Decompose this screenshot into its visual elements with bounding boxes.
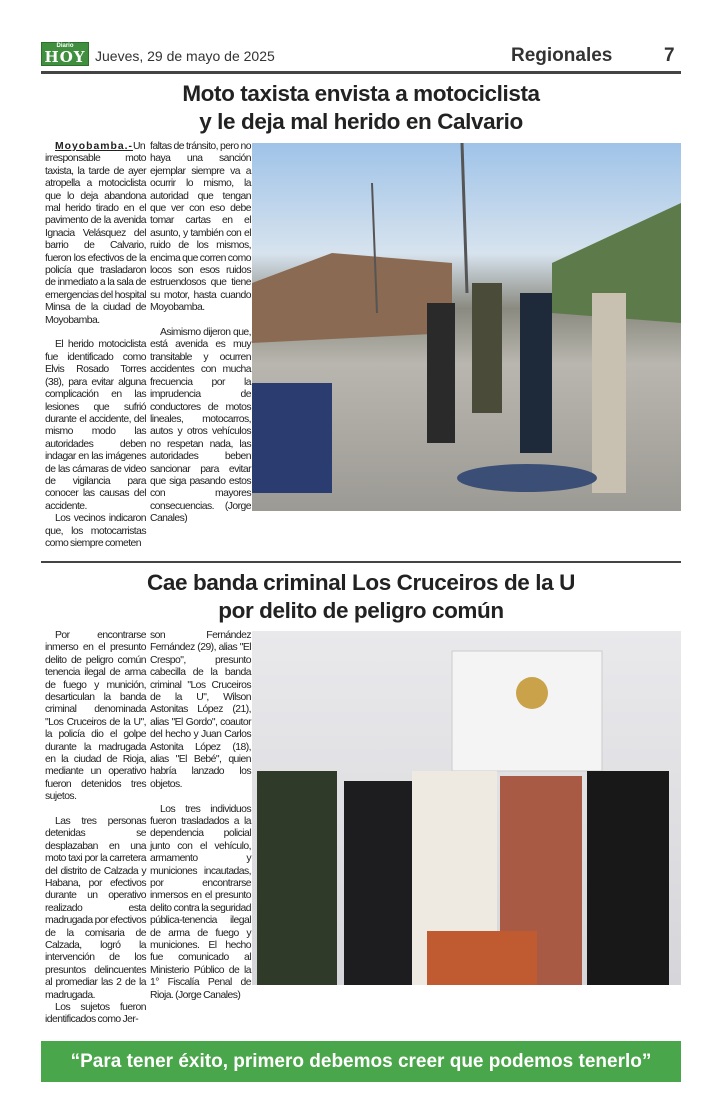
article1-columns [41,141,252,550]
photo-illustration [252,631,681,985]
article2-column-2 [150,630,251,1027]
section-name: Regionales [511,45,613,66]
paragraph-text: Un irresponsable moto taxista, la tarde de ayer atropella a motociclista que lo deja abandona mal herido tirado en el pavimento de la avenida Ignacia Velásquez del barrio de Calvario, fueron los efectivos de la policía que trasladaron de inmediato a la sala de emergencias del hospital Minsa de la ciudad de Moyobamba. [45,141,146,326]
paragraph: Asimismo dijeron que, está avenida es muy transitable y ocurren accidentes con mucha frecuencia por la imprudencia de conductores de motos lineales, motocarros, autos y otros vehículos no respetan nada, las autoridades beben sancionar para evitar que siga pasando estos con mayores consecuencias. (Jorge Canales) [150,327,251,525]
paragraph: El herido motociclista fue identificado como Elvis Rosado Torres (38), para evitar alguna complicación en las lesiones que sufrió durante el accidente, del mismo modo las autoridades deben indagar en las imágenes de las cámaras de video de vigilancia para conocer las causas del accidente. [45,339,146,512]
paragraph: Los sujetos fueron identificados como Jer- [45,1002,146,1026]
issue-date: Jueves, 29 de mayo de 2025 [95,48,275,64]
detainees-photo [252,631,681,985]
article2-headline [41,569,681,625]
paragraph: Las tres personas detenidas se desplazaban en una moto taxi por la carretera del distrito de Calzada y Habana, por efectivos durante un operativo realizado esta madrugada por efectivos de la comisaria de Calzada, logró la intervención de los presuntos delincuentes al promediar las 2 de la madrugada. [45,815,146,1001]
paragraph: Los vecinos indicaron que, los motocarristas como siempre cometen [45,513,146,549]
article1-column-1 [45,141,146,550]
article2-body [41,630,681,1027]
newspaper-logo [41,42,89,66]
article1-column-2 [150,141,251,550]
paragraph: Los tres individuos fueron trasladados a la dependencia policial junto con el vehículo, armamento y municiones incautadas, por encontrarse inmersos en el presunto delito contra la seguridad pública-tenencia ilegal de arma de fuego y municiones. El hecho fue comunicado al Ministerio Público de la 1° Fiscalía Penal de Rioja. (Jorge Canales) [150,803,251,1001]
page-header [41,42,681,71]
article1-headline [41,80,681,136]
paragraph: son Fernández Fernández (29), alias "El Crespo", presunto cabecilla de la banda criminal "Los Cruceiros de la U", Wilson Astonitas López (21), alias "El Gordo", coautor del hecho y Juan Carlos Astonita López (18), alias "El Bebé", quien habría lanzado los objetos. [150,629,251,790]
quote-banner: “Para tener éxito, primero debemos creer que podemos tenerlo” [41,1041,681,1082]
header-rule [41,71,681,74]
paragraph: faltas de tránsito, pero no haya una sanción ejemplar siempre va a ocurrir lo mismo, la autoridad que tengan que ver con eso debe tomar cartas en el asunto, y también con el ruido de los mismos, encima que corren como locos son esos ruidos estruendosos que tiene su motor, hasta cuando Moyobamba. [150,141,251,314]
logo-top-text: Diario [56,43,74,49]
logo-main-text: HOY [44,48,86,66]
article-divider [41,561,681,563]
dateline: Moyobamba.- [55,141,133,152]
article1-body [41,141,681,550]
article2-column-1 [45,630,146,1027]
paragraph: Por encontrarse inmerso en el presunto delito de peligro común tenencia ilegal de arma de fuego y munición, desarticulan la banda criminal denominada "Los Cruceiros de la U", la policía dio el golpe durante la madrugada en la ciudad de Rioja, mediante un operativo fueron detenidos tres sujetos. [45,629,146,803]
paragraph [45,141,146,327]
headline-line: y le deja mal herido en Calvario [199,109,523,134]
headline-line: Cae banda criminal Los Cruceiros de la U [147,569,575,595]
headline-line: Moto taxista envista a motociclista [182,81,540,106]
headline-line: por delito de peligro común [218,597,504,623]
accident-scene-photo [252,143,681,511]
article2-columns [41,630,252,1027]
photo-illustration [252,143,681,511]
page-number: 7 [664,45,675,66]
